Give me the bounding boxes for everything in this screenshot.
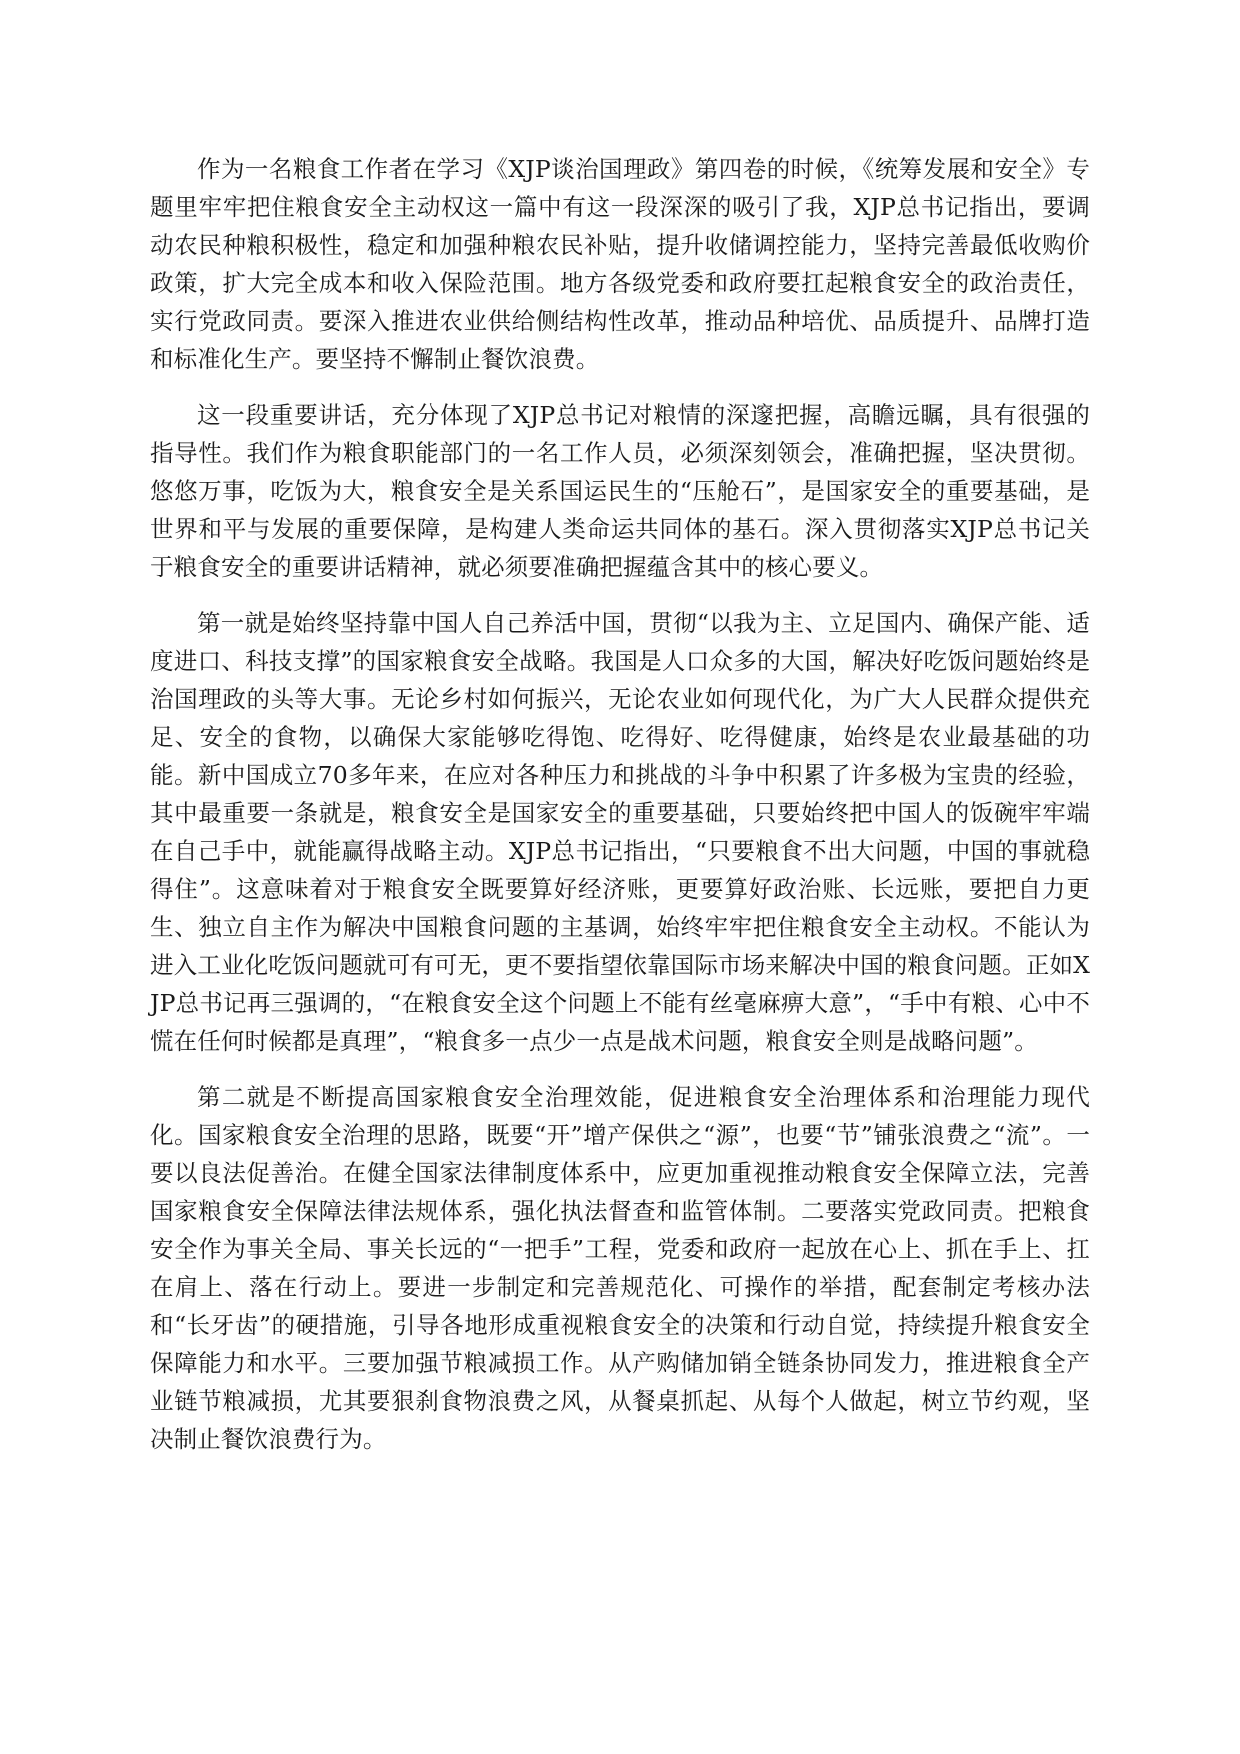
paragraph-2: 这一段重要讲话，充分体现了XJP总书记对粮情的深邃把握，高瞻远瞩，具有很强的指导性。我们作为粮食职能部门的一名工作人员，必须深刻领会，准确把握，坚决贯彻。悠悠万事，吃饭为大，粮食安全是关系国运民生的“压舱石”，是国家安全的重要基础，是世界和平与发展的重要保障，是构建人类命运共同体的基石。深入贯彻落实XJP总书记关于粮食安全的重要讲话精神，就必须要准确把握蕴含其中的核心要义。 bbox=[150, 401, 1090, 581]
paragraph-1: 作为一名粮食工作者在学习《XJP谈治国理政》第四卷的时候，《统筹发展和安全》专题里牢牢把住粮食安全主动权这一篇中有这一段深深的吸引了我，XJP总书记指出，要调动农民种粮积极性，稳定和加强种粮农民补贴，提升收储调控能力，坚持完善最低收购价政策，扩大完全成本和收入保险范围。地方各级党委和政府要扛起粮食安全的政治责任，实行党政同责。要深入推进农业供给侧结构性改革，推动品种培优、品质提升、品牌打造和标准化生产。要坚持不懈制止餐饮浪费。 bbox=[150, 155, 1090, 373]
document-body bbox=[150, 150, 1090, 1476]
paragraph-4: 第二就是不断提高国家粮食安全治理效能，促进粮食安全治理体系和治理能力现代化。国家粮食安全治理的思路，既要“开”增产保供之“源”，也要“节”铺张浪费之“流”。一要以良法促善治。在健全国家法律制度体系中，应更加重视推动粮食安全保障立法，完善国家粮食安全保障法律法规体系，强化执法督查和监管体制。二要落实党政同责。把粮食安全作为事关全局、事关长远的“一把手”工程，党委和政府一起放在心上、抓在手上、扛在肩上、落在行动上。要进一步制定和完善规范化、可操作的举措，配套制定考核办法和“长牙齿”的硬措施，引导各地形成重视粮食安全的决策和行动自觉，持续提升粮食安全保障能力和水平。三要加强节粮减损工作。从产购储加销全链条协同发力，推进粮食全产业链节粮减损，尤其要狠刹食物浪费之风，从餐桌抓起、从每个人做起，树立节约观，坚决制止餐饮浪费行为。 bbox=[150, 1083, 1090, 1453]
paragraph-3: 第一就是始终坚持靠中国人自己养活中国，贯彻“以我为主、立足国内、确保产能、适度进口、科技支撑”的国家粮食安全战略。我国是人口众多的大国，解决好吃饭问题始终是治国理政的头等大事。无论乡村如何振兴，无论农业如何现代化，为广大人民群众提供充足、安全的食物，以确保大家能够吃得饱、吃得好、吃得健康，始终是农业最基础的功能。新中国成立70多年来，在应对各种压力和挑战的斗争中积累了许多极为宝贵的经验，其中最重要一条就是，粮食安全是国家安全的重要基础，只要始终把中国人的饭碗牢牢端在自己手中，就能赢得战略主动。XJP总书记指出，“只要粮食不出大问题，中国的事就稳得住”。这意味着对于粮食安全既要算好经济账，更要算好政治账、长远账，要把自力更生、独立自主作为解决中国粮食问题的主基调，始终牢牢把住粮食安全主动权。不能认为进入工业化吃饭问题就可有可无，更不要指望依靠国际市场来解决中国的粮食问题。正如XJP总书记再三强调的，“在粮食安全这个问题上不能有丝毫麻痹大意”，“手中有粮、心中不慌在任何时候都是真理”，“粮食多一点少一点是战术问题，粮食安全则是战略问题”。 bbox=[150, 609, 1090, 1055]
